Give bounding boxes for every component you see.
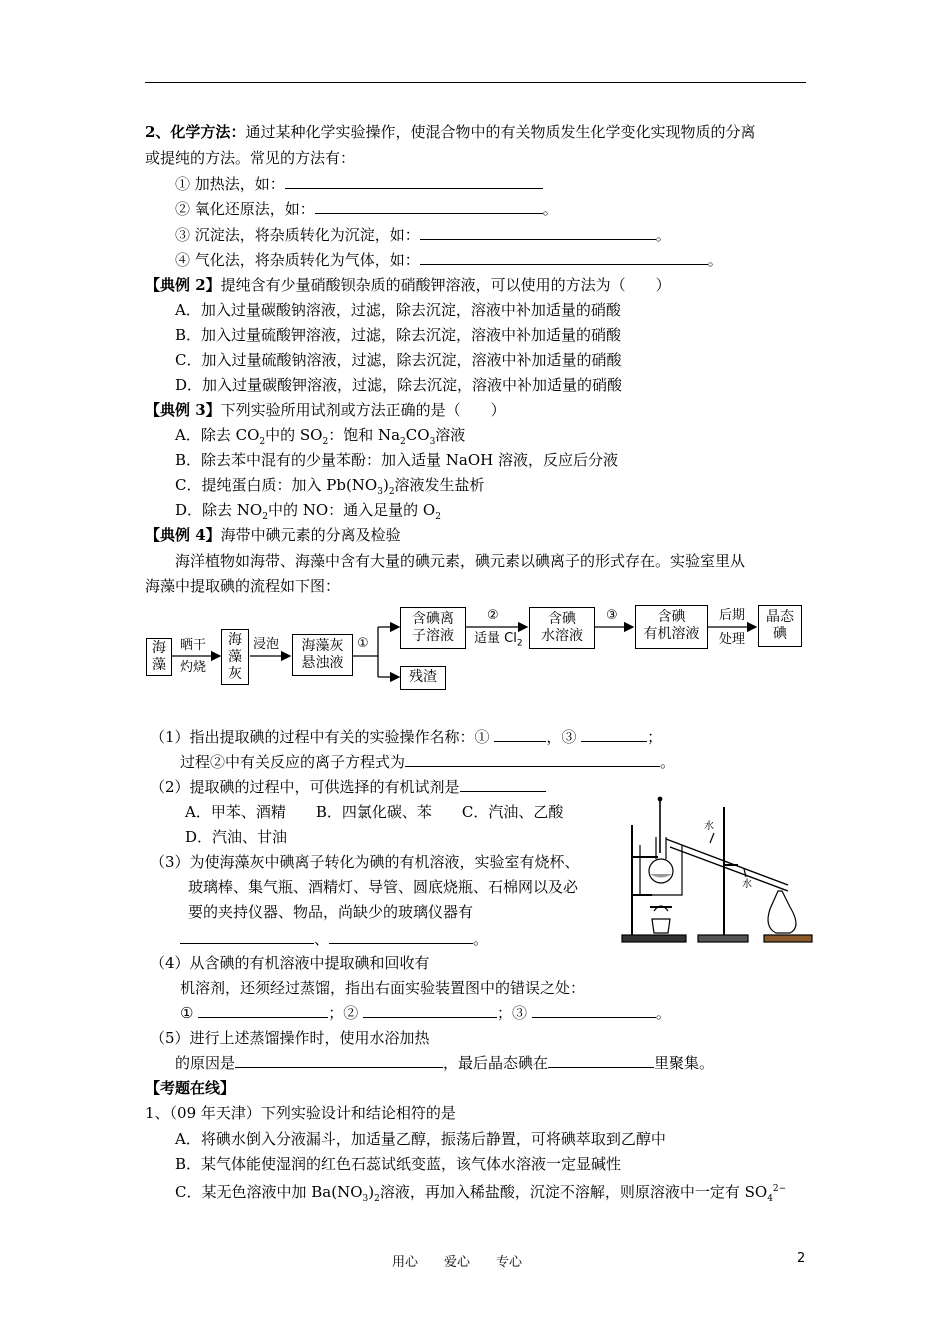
online-option-a: A．将碘水倒入分液漏斗，加适量乙醇，振荡后静置，可将碘萃取到乙醇中 xyxy=(175,1130,666,1148)
label-step-3: ③ xyxy=(606,608,618,623)
water-in-label: 水 xyxy=(704,821,714,832)
example-3-tag: 【典例 3】 xyxy=(145,401,221,419)
question-1-line-1: （1）指出提取碘的过程中有关的实验操作名称：① ，③ ； xyxy=(150,728,663,746)
q4-blank-2 xyxy=(363,1003,497,1018)
section-intro-1: 通过某种化学实验操作，使混合物中的有关物质发生化学变化实现物质的分离 xyxy=(245,123,756,141)
alcohol-lamp xyxy=(652,919,670,933)
footer-slogan: 用心 爱心 专心 xyxy=(392,1255,523,1270)
online-option-c: C．某无色溶液中加 $Ba(NO_3)_2$溶液，再加入稀盐酸，沉淀不溶解，则原溶液中一定有 $SO_4^{2-}$ xyxy=(175,1183,787,1204)
example-3-option-d: D．除去 $NO_2$中的 NO：通入足量的 $O_2$ xyxy=(175,501,441,522)
question-4-line-3: ① ；② ；③ 。 xyxy=(180,1004,671,1022)
example-3-option-a: A．除去 $CO_2$中的 $SO_2$：饱和 $Na_2CO_3$溶液 xyxy=(175,426,466,447)
q3-blank-2 xyxy=(329,929,473,944)
label-post-2: 处理 xyxy=(719,632,746,647)
label-dry: 晒干 xyxy=(180,638,207,653)
question-2-options: A．甲苯、酒精 B．四氯化碳、苯 C．汽油、乙酸 xyxy=(185,803,564,821)
box-iodine-crystal: 晶态 碘 xyxy=(758,605,802,647)
question-5-line-2: 的原因是 ，最后晶态碘在 里聚集。 xyxy=(175,1054,715,1072)
example-2-option-c: C．加入过量硫酸钠溶液，过滤，除去沉淀，溶液中补加适量的硝酸 xyxy=(175,351,622,369)
method-2-label: ② 氧化还原法，如： xyxy=(175,200,315,218)
online-question-1: 1、（09 年天津）下列实验设计和结论相符的是 xyxy=(145,1104,456,1122)
section-heading: 2、化学方法： xyxy=(145,123,246,141)
box-residue: 残渣 xyxy=(400,666,446,690)
question-3-line-4: 、 。 xyxy=(180,929,488,949)
method-4-label: ④ 气化法，将杂质转化为气体，如： xyxy=(175,251,420,269)
question-2-option-d: D．汽油、甘油 xyxy=(185,828,288,846)
condenser-outer xyxy=(666,839,788,885)
distillation-apparatus-figure xyxy=(618,795,820,947)
box-organic-solution: 含碘 有机溶液 xyxy=(635,605,708,649)
box-seaweed: 海 藻 xyxy=(146,638,172,676)
example-4-tag: 【典例 4】 xyxy=(145,526,221,544)
label-chlorine: 适量 $Cl_2$ xyxy=(474,631,523,649)
example-3-option-b: B．除去苯中混有的少量苯酚：加入适量 NaOH 溶液，反应后分液 xyxy=(175,451,619,469)
example-4-title: 海带中碘元素的分离及检验 xyxy=(220,526,401,544)
page-number: 2 xyxy=(797,1251,806,1266)
stand-base-middle xyxy=(698,935,748,942)
water-out-label: 水 xyxy=(742,879,752,890)
q3-blank-1 xyxy=(180,929,314,944)
example-2-option-a: A．加入过量碳酸钠溶液，过滤，除去沉淀，溶液中补加适量的硝酸 xyxy=(175,301,621,319)
question-2: （2）提取碘的过程中，可供选择的有机试剂是 xyxy=(150,777,546,797)
label-soak: 浸泡 xyxy=(253,637,280,652)
label-post-1: 后期 xyxy=(719,608,746,623)
q2-blank xyxy=(460,777,546,792)
question-5-line-1: （5）进行上述蒸馏操作时，使用水浴加热 xyxy=(150,1029,430,1047)
section-intro-2: 或提纯的方法。常见的方法有： xyxy=(145,149,356,167)
example-3-text: 下列实验所用试剂或方法正确的是（ ） xyxy=(220,401,506,419)
stand-base-left xyxy=(622,935,686,942)
q5-blank-2 xyxy=(548,1053,654,1068)
example-4-para-1: 海洋植物如海带、海藻中含有大量的碘元素，碘元素以碘离子的形式存在。实验室里从 xyxy=(175,552,746,570)
wooden-block xyxy=(764,935,812,942)
method-4-period: 。 xyxy=(707,251,723,269)
method-3-label: ③ 沉淀法，将杂质转化为沉淀，如： xyxy=(175,226,420,244)
box-iodine-water: 含碘 水溶液 xyxy=(529,607,595,649)
q1-blank-1 xyxy=(494,727,546,742)
question-3-line-1: （3）为使海藻灰中碘离子转化为碘的有机溶液，实验室有烧杯、 xyxy=(150,853,580,871)
question-1-line-2: 过程②中有关反应的离子方程式为 。 xyxy=(180,753,676,771)
example-3-option-c: C．提纯蛋白质：加入 $Pb(NO_3)_2$溶液发生盐析 xyxy=(175,476,485,497)
label-step-1: ① xyxy=(357,636,369,651)
question-4-line-2: 机溶剂，还须经过蒸馏，指出右面实验装置图中的错误之处： xyxy=(180,979,586,997)
q5-blank-1 xyxy=(235,1053,443,1068)
q1-blank-3 xyxy=(581,727,647,742)
method-1-label: ① 加热法，如： xyxy=(175,175,285,193)
method-2-period: 。 xyxy=(542,200,558,218)
label-burn: 灼烧 xyxy=(180,660,207,675)
water-bath-beaker xyxy=(640,845,682,895)
example-2-text: 提纯含有少量硝酸钡杂质的硝酸钾溶液，可以使用的方法为（ ） xyxy=(220,276,671,294)
box-seaweed-ash: 海 藻 灰 xyxy=(221,629,249,685)
method-3-period: 。 xyxy=(655,226,671,244)
q1-blank-equation xyxy=(405,752,660,767)
online-heading: 【考题在线】 xyxy=(145,1079,236,1097)
q4-blank-3 xyxy=(532,1003,656,1018)
online-option-b: B．某气体能使湿润的红色石蕊试纸变蓝，该气体水溶液一定显碱性 xyxy=(175,1155,622,1173)
label-step-2: ② xyxy=(487,608,499,623)
box-iodide-solution: 含碘离 子溶液 xyxy=(400,607,466,649)
question-3-line-2: 玻璃棒、集气瓶、酒精灯、导管、圆底烧瓶、石棉网以及必 xyxy=(188,878,579,896)
q4-blank-1 xyxy=(198,1003,328,1018)
question-4-line-1: （4）从含碘的有机溶液中提取碘和回收有 xyxy=(150,954,430,972)
receiving-flask xyxy=(768,891,796,933)
example-2-tag: 【典例 2】 xyxy=(145,276,221,294)
example-2-option-b: B．加入过量硫酸钾溶液，过滤，除去沉淀，溶液中补加适量的硝酸 xyxy=(175,326,622,344)
example-4-para-2: 海藻中提取碘的流程如下图： xyxy=(145,577,341,595)
example-2-option-d: D．加入过量碳酸钾溶液，过滤，除去沉淀，溶液中补加适量的硝酸 xyxy=(175,376,623,394)
question-3-line-3: 要的夹持仪器、物品，尚缺少的玻璃仪器有 xyxy=(188,903,474,921)
round-bottom-flask xyxy=(649,859,673,883)
box-suspension: 海藻灰 悬浊液 xyxy=(292,634,353,676)
